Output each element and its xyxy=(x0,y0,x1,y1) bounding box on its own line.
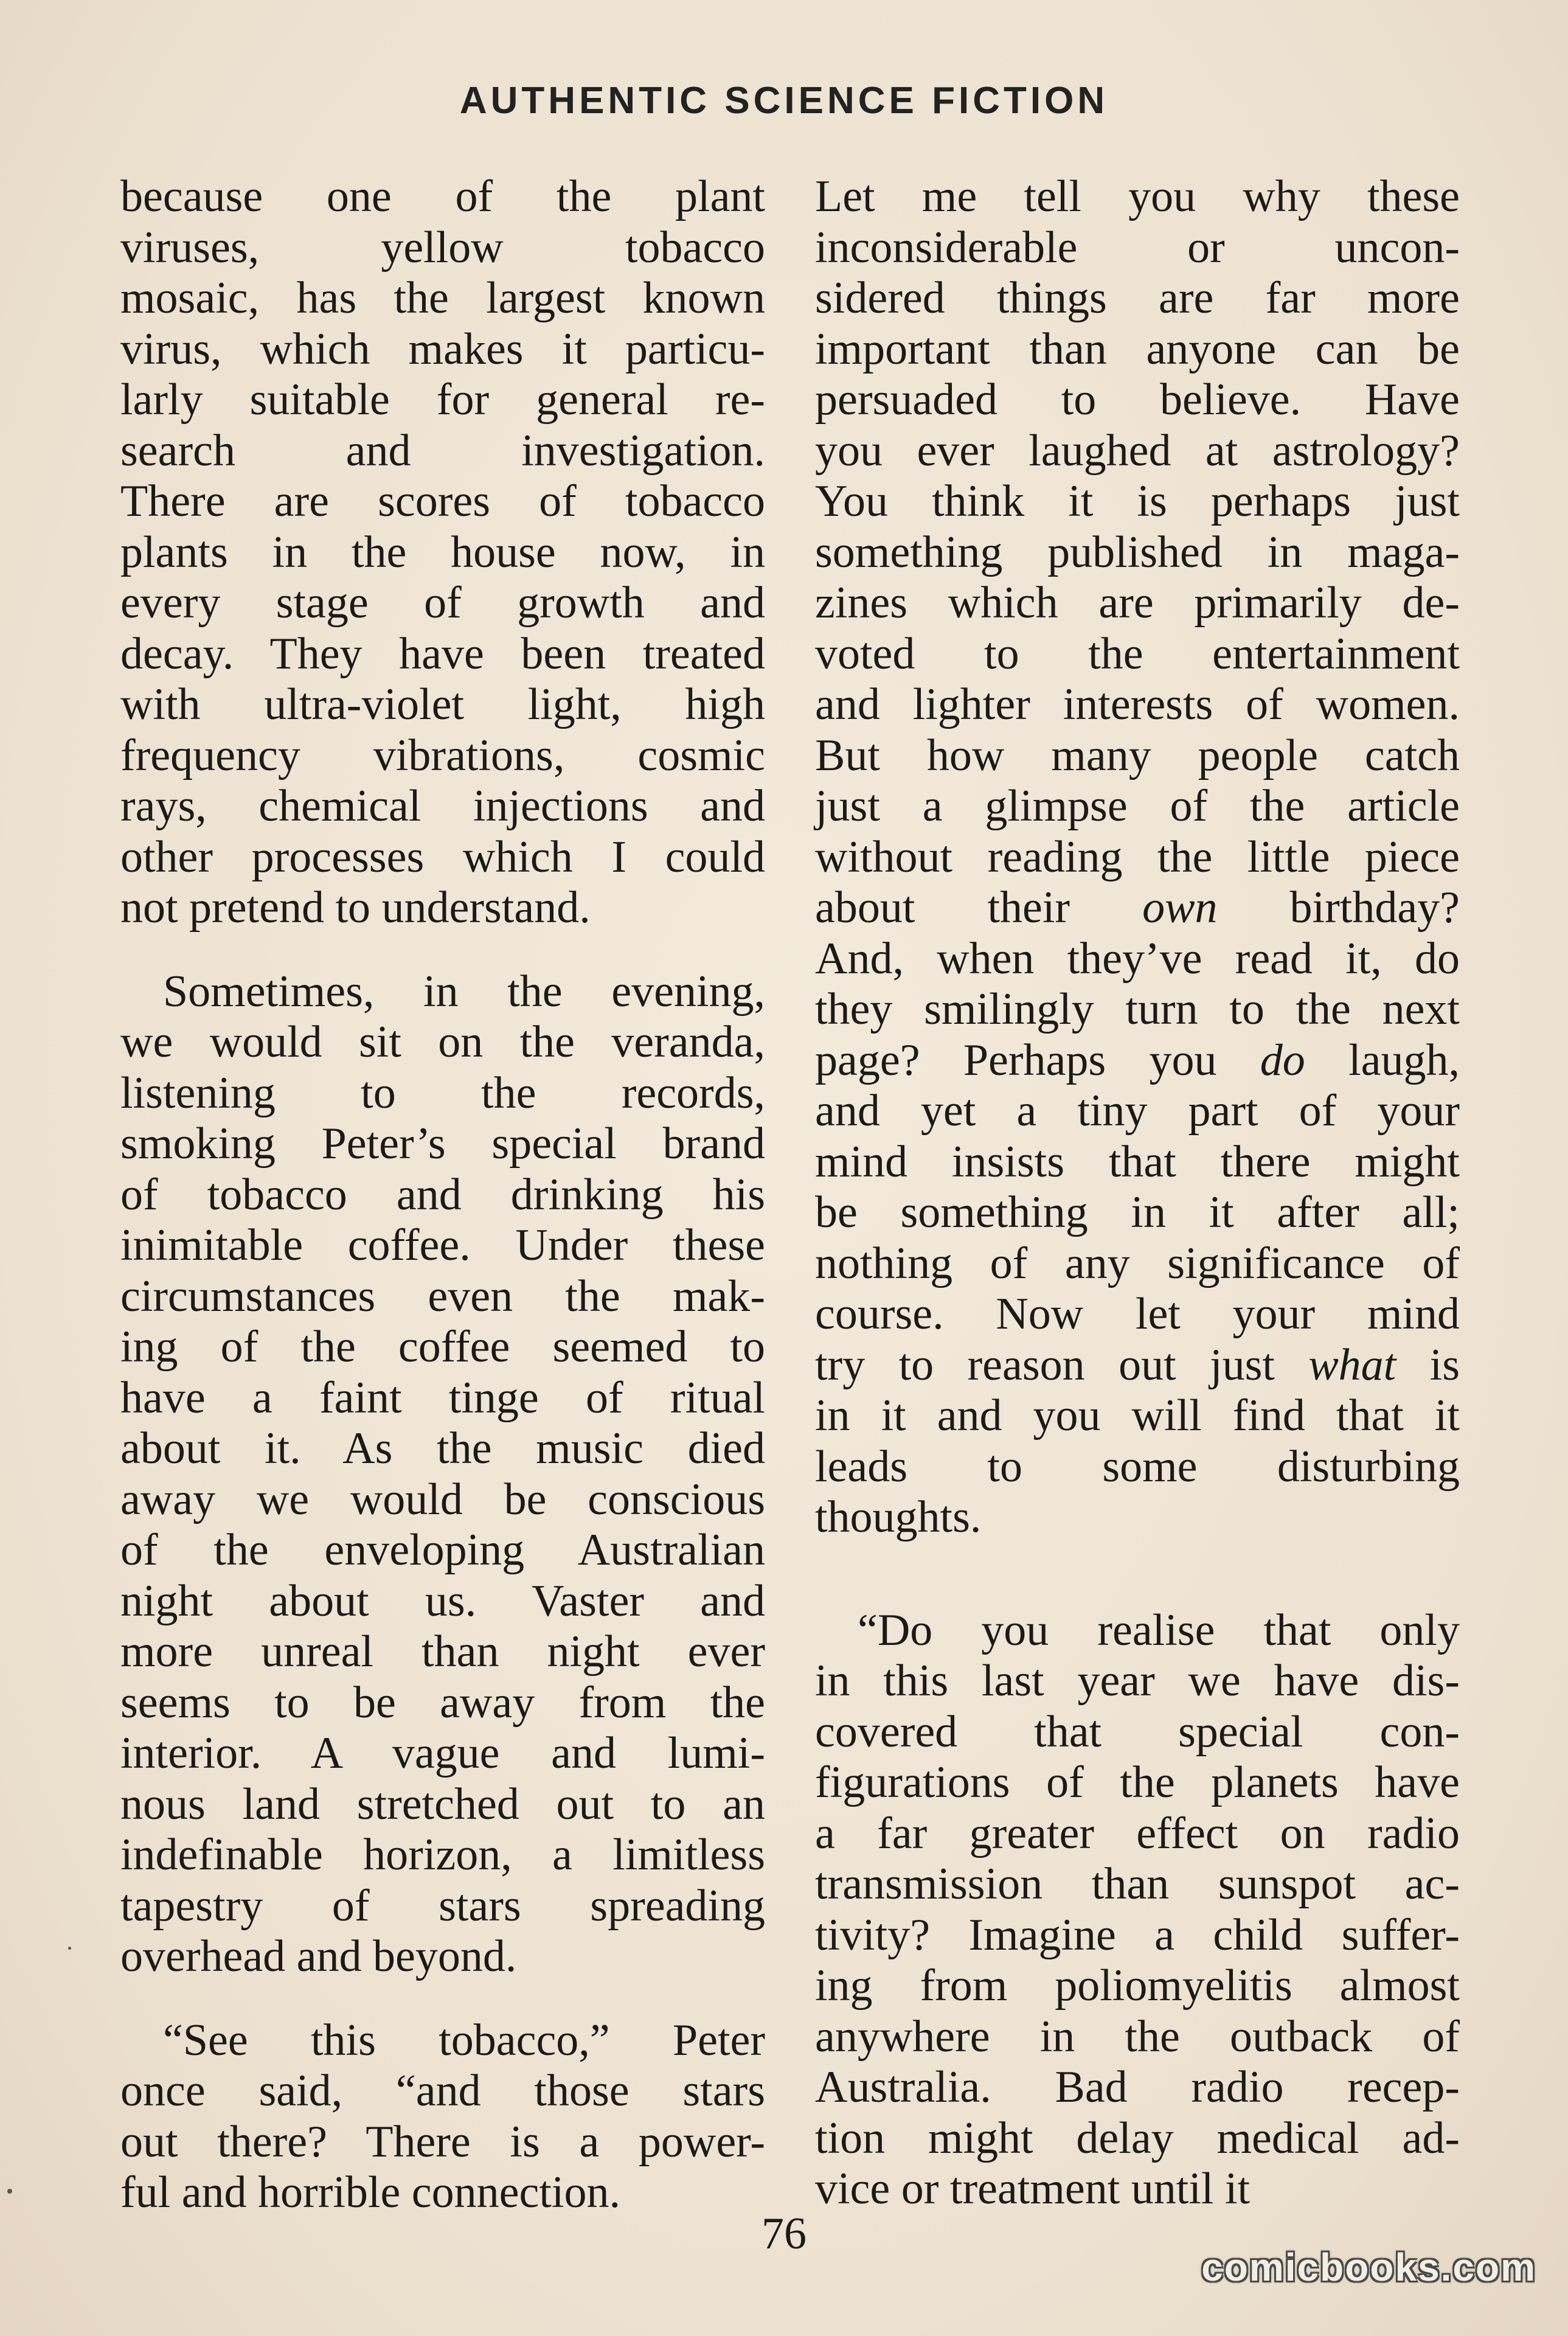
text-line: nous land stretched out to an xyxy=(120,1779,765,1829)
text-line: plants in the house now, in xyxy=(120,527,765,577)
text-line: tivity? Imagine a child suffer- xyxy=(815,1910,1460,1960)
text-line: in it and you will find that it xyxy=(815,1391,1460,1441)
text-line: zines which are primarily de- xyxy=(815,578,1460,628)
text-line: “Do you realise that only xyxy=(858,1605,1460,1655)
text-line: be something in it after all; xyxy=(815,1187,1460,1237)
text-line: a far greater effect on radio xyxy=(815,1808,1460,1858)
text-line: viruses, yellow tobacco xyxy=(120,222,765,273)
text-line: overhead and beyond. xyxy=(120,1931,517,1981)
right-text-column xyxy=(815,172,1460,2215)
text-line: in this last year we have dis- xyxy=(815,1656,1460,1706)
text-line: out there? There is a power- xyxy=(120,2116,765,2167)
ink-speck xyxy=(7,2189,12,2194)
text-line: something published in maga- xyxy=(815,527,1460,577)
text-line: rays, chemical injections and xyxy=(120,781,765,831)
text-line: just a glimpse of the article xyxy=(815,781,1460,831)
text-line: inimitable coffee. Under these xyxy=(120,1220,765,1270)
text-line: transmission than sunspot ac- xyxy=(815,1859,1460,1909)
text-line: important than anyone can be xyxy=(815,324,1460,374)
text-line: about it. As the music died xyxy=(120,1423,765,1473)
text-line: and lighter interests of women. xyxy=(815,680,1460,729)
text-line: tapestry of stars spreading xyxy=(120,1880,765,1931)
text-line: larly suitable for general re- xyxy=(120,375,765,425)
text-line: seems to be away from the xyxy=(120,1677,765,1728)
text-line: thoughts. xyxy=(815,1492,982,1542)
text-line: without reading the little piece xyxy=(815,832,1460,882)
site-watermark: comicbooks.com xyxy=(1201,2245,1536,2289)
text-line: more unreal than night ever xyxy=(120,1627,765,1677)
text-line: tion might delay medical ad- xyxy=(815,2113,1460,2163)
text-line: with ultra-violet light, high xyxy=(120,680,765,729)
text-line: figurations of the planets have xyxy=(815,1757,1460,1807)
ink-speck xyxy=(68,1947,71,1950)
text-line: virus, which makes it particu- xyxy=(120,324,765,374)
text-line: about their own birthday? xyxy=(815,883,1460,933)
text-line: persuaded to believe. Have xyxy=(815,375,1460,425)
text-line: You think it is perhaps just xyxy=(815,476,1460,526)
text-line: page? Perhaps you do laugh, xyxy=(815,1035,1460,1085)
text-line: smoking Peter’s special brand xyxy=(120,1119,765,1169)
text-line: of tobacco and drinking his xyxy=(120,1169,765,1220)
text-line: search and investigation. xyxy=(120,425,765,476)
text-line: nothing of any significance of xyxy=(815,1238,1460,1288)
paragraph-gap xyxy=(120,934,765,967)
text-line: “See this tobacco,” Peter xyxy=(163,2015,765,2065)
text-line: decay. They have been treated xyxy=(120,628,765,679)
text-line: night about us. Vaster and xyxy=(120,1576,765,1626)
left-text-column xyxy=(120,172,765,2219)
running-header: AUTHENTIC SCIENCE FICTION xyxy=(459,80,1109,122)
text-line: Sometimes, in the evening, xyxy=(163,966,765,1017)
text-line: every stage of growth and xyxy=(120,578,765,628)
text-line: listening to the records, xyxy=(120,1068,765,1118)
text-line: inconsiderable or uncon- xyxy=(815,222,1460,273)
text-line: But how many people catch xyxy=(815,730,1460,780)
text-line: they smilingly turn to the next xyxy=(815,984,1460,1034)
text-line: ing of the coffee seemed to xyxy=(120,1322,765,1372)
text-line: sidered things are far more xyxy=(815,273,1460,323)
paragraph-gap xyxy=(815,1543,1460,1605)
text-line: And, when they’ve read it, do xyxy=(815,933,1460,984)
page-number: 76 xyxy=(761,2209,807,2259)
text-line: circumstances even the mak- xyxy=(120,1271,765,1321)
text-line: covered that special con- xyxy=(815,1706,1460,1757)
text-line: mosaic, has the largest known xyxy=(120,273,765,323)
text-line: There are scores of tobacco xyxy=(120,476,765,526)
text-line: ing from poliomyelitis almost xyxy=(815,1961,1460,2011)
text-line: vice or treatment until it xyxy=(815,2164,1251,2214)
text-line: once said, “and those stars xyxy=(120,2066,765,2116)
text-line: Let me tell you why these xyxy=(815,172,1460,221)
text-line: frequency vibrations, cosmic xyxy=(120,730,765,780)
paragraph-gap xyxy=(120,1983,765,2015)
text-line: and yet a tiny part of your xyxy=(815,1086,1460,1136)
text-line: indefinable horizon, a limitless xyxy=(120,1830,765,1880)
text-line: other processes which I could xyxy=(120,832,765,882)
text-line: anywhere in the outback of xyxy=(815,2011,1460,2062)
text-line: because one of the plant xyxy=(120,172,765,221)
text-line: voted to the entertainment xyxy=(815,628,1460,679)
text-line: try to reason out just what is xyxy=(815,1340,1460,1390)
text-line: we would sit on the veranda, xyxy=(120,1017,765,1067)
text-line: away we would be conscious xyxy=(120,1474,765,1524)
text-line: not pretend to understand. xyxy=(120,883,591,933)
text-line: course. Now let your mind xyxy=(815,1289,1460,1339)
text-line: have a faint tinge of ritual xyxy=(120,1372,765,1423)
text-line: ful and horrible connection. xyxy=(120,2167,620,2217)
text-line: interior. A vague and lumi- xyxy=(120,1728,765,1778)
text-line: mind insists that there might xyxy=(815,1136,1460,1187)
text-line: you ever laughed at astrology? xyxy=(815,425,1460,476)
text-line: of the enveloping Australian xyxy=(120,1525,765,1575)
text-line: leads to some disturbing xyxy=(815,1441,1460,1492)
text-line: Australia. Bad radio recep- xyxy=(815,2062,1460,2112)
